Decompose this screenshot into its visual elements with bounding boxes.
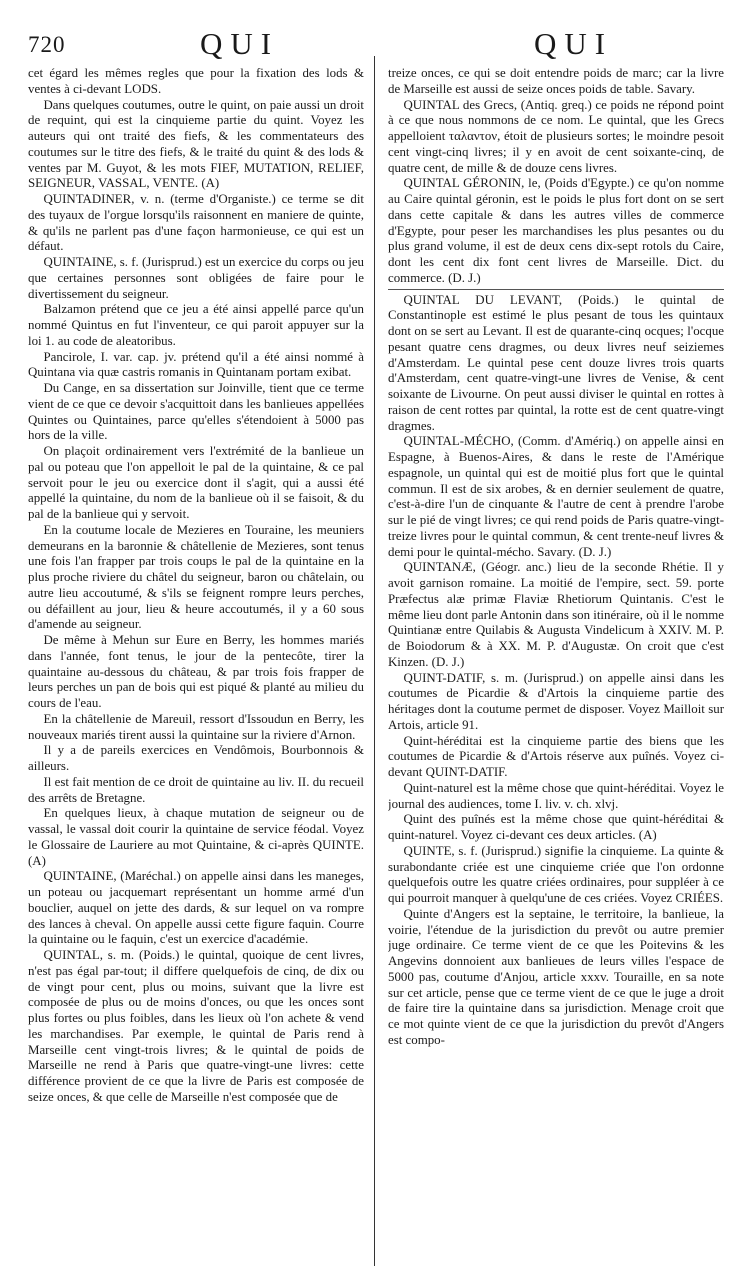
article-paragraph: treize onces, ce qui se doit entendre poids de marc; car la livre de Marseille est aussi de seize onces poids de table. Savary. <box>388 66 724 96</box>
article-paragraph: Il est fait mention de ce droit de quintaine au liv. II. du recueil des arrêts de Bretagne. <box>28 774 364 805</box>
left-running-head: QUI <box>200 26 280 61</box>
page-number: 720 <box>28 32 66 57</box>
article-paragraph: Il y a de pareils exercices en Vendômois, Bourbonnois & ailleurs. <box>28 743 364 773</box>
article-paragraph: cet égard les mêmes regles que pour la fixation des lods & ventes à ci-devant LODS. <box>28 66 364 96</box>
article-paragraph: QUINTAINE, s. f. (Jurisprud.) est un exercice du corps ou jeu que certaines personnes sont obligées de faire pour le divertissement du seigneur. <box>28 255 364 301</box>
article-paragraph: QUINTADINER, v. n. (terme d'Organiste.) ce terme se dit des tuyaux de l'orgue lorsqu'ils raisonnent en maniere de quinte, & qu'ils ne parlent pas d'une façon harmonieuse, ce qui est un défaut. <box>28 192 364 254</box>
article-paragraph: En la coutume locale de Mezieres en Touraine, les meuniers demeurans en la baronnie & châtellenie de Mezieres, sont tenus une fois l'an frapper par trois coups le pal de la quintaine en la plus proche riviere du châtel du seigneur, baron ou châtelain, ou autre lieu accoutumé, & s'ils se feignent rompre leurs perches, ou défaillent au jour, lieu & heure accoutumés, il y a 60 sous d'amende au seigneur. <box>28 522 364 632</box>
article-paragraph: Pancirole, I. var. cap. jv. prétend qu'il a été ainsi nommé à Quintana via quæ castris romanis in Quintanam portam exibat. <box>28 349 364 380</box>
article-paragraph: QUINTAL, s. m. (Poids.) le quintal, quoique de cent livres, n'est pas égal par-tout; il differe quelquefois de cinq, de dix ou de vingt pour cent, plus ou moins, suivant que la livre est composée de plus ou de moins d'onces, ou que les onces sont plus fortes ou plus foibles, dans les lieux où l'on achete & vend les marchandises. Par exemple, le quintal de Paris rend à Marseille cent vingt-trois livres; & le quintal de poids de Marseille ne rend à Paris que quatre-vingt-une livres: cette différence provient de ce que la livre de Paris est composée de seize onces, & que celle de Marseille n'est composée que de <box>28 948 364 1104</box>
article-paragraph: En quelques lieux, à chaque mutation de seigneur ou de vassal, le vassal doit courir la quintaine de service féodal. Voyez le Glossaire de Lauriere au mot Quintaine, & ci-après QUINTE. (A) <box>28 806 364 868</box>
column-divider <box>374 56 375 1266</box>
running-header <box>28 22 724 62</box>
article-paragraph: QUINTAINE, (Maréchal.) on appelle ainsi dans les maneges, un poteau ou jacquemart représentant un homme armé d'un bouclier, auquel on jette des dards, & sur lequel on va rompre des lances à cheval. On appelle aussi cette figure faquin. Courre la quintaine ou le faquin, c'est un exercice d'académie. <box>28 869 364 947</box>
article-paragraph: De même à Mehun sur Eure en Berry, les hommes mariés dans l'année, font tenus, le jour de la pentecôte, tirer la quaintaine au-dessous du château, & par trois fois frapper de leurs perches un pan de bois qui est piqué & planté au milieu du cours de l'eau. <box>28 633 364 710</box>
entry-separator <box>388 289 724 290</box>
article-paragraph: Quint-héréditai est la cinquieme partie des biens que les coutumes de Picardie & d'Artois réserve aux puînés. Voyez ci-devant QUINT-DATIF. <box>388 733 724 779</box>
article-paragraph: Quint des puînés est la même chose que quint-héréditai & quint-naturel. Voyez ci-devant ces deux articles. (A) <box>388 812 724 842</box>
article-paragraph: QUINTAL des Grecs, (Antiq. greq.) ce poids ne répond point à ce que nous nommons de ce nom. Le quintal, que les Grecs appelloient ταλαντον, étoit de plusieurs sortes; le moindre pesoit cent vingt-cinq livres; il y en avoit de cent soixante-cinq, de quatre cent, de mille & de douze cens livres. <box>388 97 724 175</box>
article-paragraph: On plaçoit ordinairement vers l'extrémité de la banlieue un pal ou poteau que l'on appelloit le pal de la quintaine, & ce pal servoit pour le jeu ou exercice dont il s'agit, qui a aussi été appellé la quintaine, du nom de la banlieue où il se faisoit, & du pal de la banlieue qui y servoit. <box>28 444 364 521</box>
article-paragraph: QUINTE, s. f. (Jurisprud.) signifie la cinquieme. La quinte & surabondante criée est une cinquieme criée que l'on ordonne quelquefois outre les quatre criées ordinaires, pour suppléer à ce qui pourroit manquer à quelqu'une de ces criées. Voyez CRIÉES. <box>388 843 724 905</box>
article-paragraph: Quinte d'Angers est la septaine, le territoire, la banlieue, la voirie, l'étendue de la jurisdiction du prevôt ou autre premier juge ordinaire. Ce terme vient de ce que les Poitevins & les Angevins donnoient aux banlieues de leurs villes l'espace de 5000 pas, coutume d'Anjou, article xxxv. Touraille, en sa note sur cet article, pense que ce terme vient de ce que le juge a droit de faire tire la quintaine dans sa jurisdiction. Menage croit que ce mot quinte vient de ce que la jurisdiction du prevôt d'Angers est compo- <box>388 906 724 1047</box>
article-paragraph: QUINTAL DU LEVANT, (Poids.) le quintal de Constantinople est estimé le plus pesant de tous les quintaux dont on se sert au Levant. Il est de quarante-cinq ocques; l'ocque pesant quatre cens dragmes, ou deux livres neuf seiziemes d'Amsterdam. Le quintal pese cent douze livres trois quarts d'Amsterdam, cent quatre-vingt-une livres de Venise, & cent soixante de Livourne. On peut aussi diviser le quintal en rottes à raison de cent rottes par quintal, la rotte est de cent quatre-vingt dragmes. <box>388 292 724 433</box>
article-paragraph: QUINT-DATIF, s. m. (Jurisprud.) on appelle ainsi dans les coutumes de Picardie & d'Artois la cinquieme partie des héritages dont la coutume permet de disposer. Voyez Mailloit sur Artois, article 91. <box>388 670 724 732</box>
article-paragraph: Balzamon prétend que ce jeu a été ainsi appellé parce qu'un nommé Quintus en fut l'inventeur, ce qui paroit appuyer sur la loi 1. au code de aleatoribus. <box>28 302 364 348</box>
article-paragraph: QUINTANÆ, (Géogr. anc.) lieu de la seconde Rhétie. Il y avoit garnison romaine. La moitié de l'empire, sect. 59. porte Præfectus alæ primæ Flaviæ Rhetiorum Quintanis. C'est le même lieu dont parle Antonin dans son itinéraire, où il le nomme Quintianæ entre Quilabis & Augusta Vindelicum à XXIV. M. P. de Boiodorum & à XX. M. P. d'Augustæ. On croit que c'est Kinzen. (D. J.) <box>388 560 724 669</box>
article-paragraph: QUINTAL-MÉCHO, (Comm. d'Amériq.) on appelle ainsi en Espagne, à Buenos-Aires, & dans le reste de l'Amérique espagnole, un quintal qui est de moitié plus fort que le quintal commun. Il est de six arobes, & en dernier seulement de quatre, c'est-à-dire l'un de cinquante & l'autre de cent à prendre l'arobe sur le pié de vingt livres; ce qui rend poids de Paris quatre-vingt-treize livres pour le quintal commun, & cent trente-neuf livres & demi pour le quintal-mécho. Savary. (D. J.) <box>388 434 724 559</box>
article-paragraph: Dans quelques coutumes, outre le quint, on paie aussi un droit de requint, qui est la cinquieme partie du quint. Voyez les auteurs qui ont traité des fiefs, & les commentateurs des coutumes sur le titre des fiefs, & le traité du quint & des lods & ventes par M. Guyot, & les mots FIEF, MUTATION, RELIEF, SEIGNEUR, VASSAL, VENTE. (A) <box>28 97 364 191</box>
right-running-head: QUI <box>534 26 614 61</box>
left-column <box>28 66 364 1106</box>
article-paragraph: QUINTAL GÉRONIN, le, (Poids d'Egypte.) ce qu'on nomme au Caire quintal géronin, est le poids le plus fort dont on se sert dans cette capitale & dans les autres villes de commerce d'Egypte, pour peser les marchandises les plus pesantes ou du plus grand volume, il est de deux cens dix-sept rotols du Caire, dont les cent dix font cent livres de Marseille. Dict. du commerce. (D. J.) <box>388 176 724 285</box>
right-column <box>388 66 724 1106</box>
article-paragraph: Quint-naturel est la même chose que quint-héréditai. Voyez le journal des audiences, tome I. liv. v. ch. xlvj. <box>388 780 724 811</box>
article-paragraph: En la châtellenie de Mareuil, ressort d'Issoudun en Berry, les nouveaux mariés tirent aussi la quintaine sur la riviere d'Arnon. <box>28 711 364 742</box>
article-paragraph: Du Cange, en sa dissertation sur Joinville, tient que ce terme vient de ce que ce devoir s'acquittoit dans les banlieues appellées Quintes ou Quintaines, parce qu'elles s'étendoient à 5000 pas hors de la ville. <box>28 381 364 443</box>
